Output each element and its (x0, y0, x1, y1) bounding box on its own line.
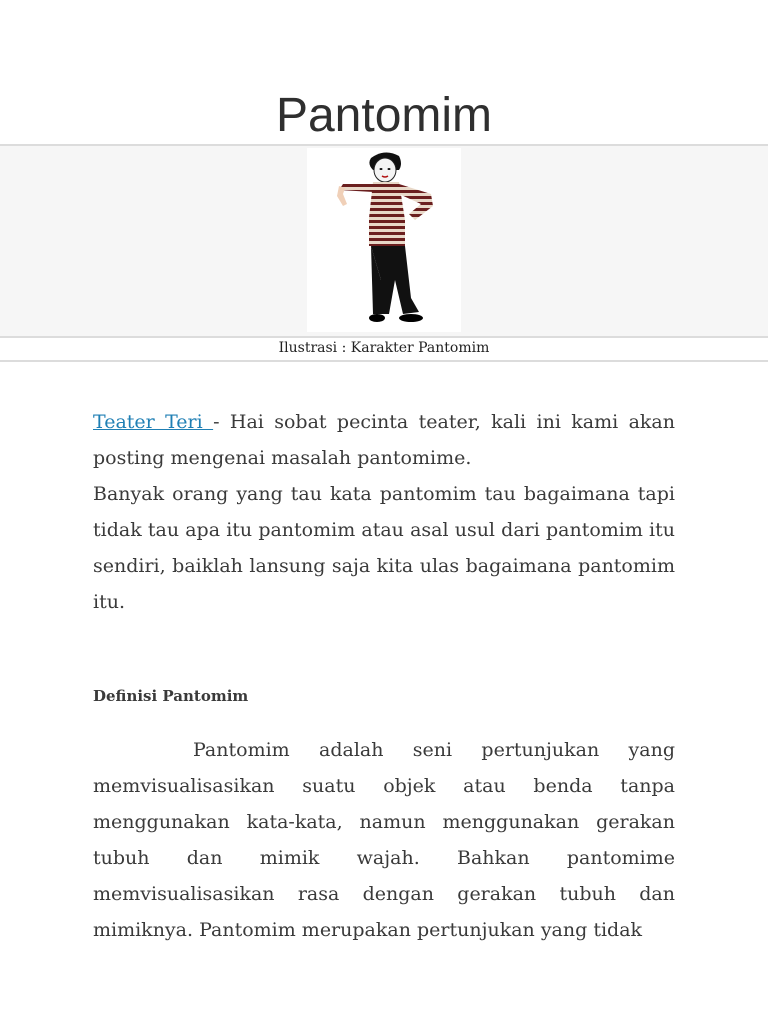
intro-text: - Hai sobat pecinta teater, kali ini kami akan posting mengenai masalah pantomime. (93, 411, 675, 469)
section-heading: Definisi Pantomim (93, 687, 249, 705)
second-paragraph: Banyak orang yang tau kata pantomim tau bagaimana tapi tidak tau apa itu pantomim atau asal usul dari pantomim itu sendiri, baiklah lansung saja kita ulas bagaimana pantomim itu. (93, 483, 675, 613)
figure-caption: Ilustrasi : Karakter Pantomim (0, 336, 768, 362)
page-title: Pantomim (275, 89, 493, 142)
article-body (93, 404, 675, 948)
teater-teri-link[interactable]: Teater Teri (93, 411, 214, 433)
mime-figure-icon (307, 148, 461, 332)
definition-paragraph: Pantomim adalah seni pertunjukan yang memvisualisasikan suatu objek atau benda tanpa menggunakan kata-kata, namun menggunakan gerakan tubuh dan mimik wajah. Bahkan pantomime memvisualisasikan rasa dengan gerakan tubuh dan mimiknya. Pantomim merupakan pertunjukan yang tidak (93, 739, 675, 941)
intro-paragraph (93, 404, 675, 476)
mime-illustration (307, 148, 461, 332)
